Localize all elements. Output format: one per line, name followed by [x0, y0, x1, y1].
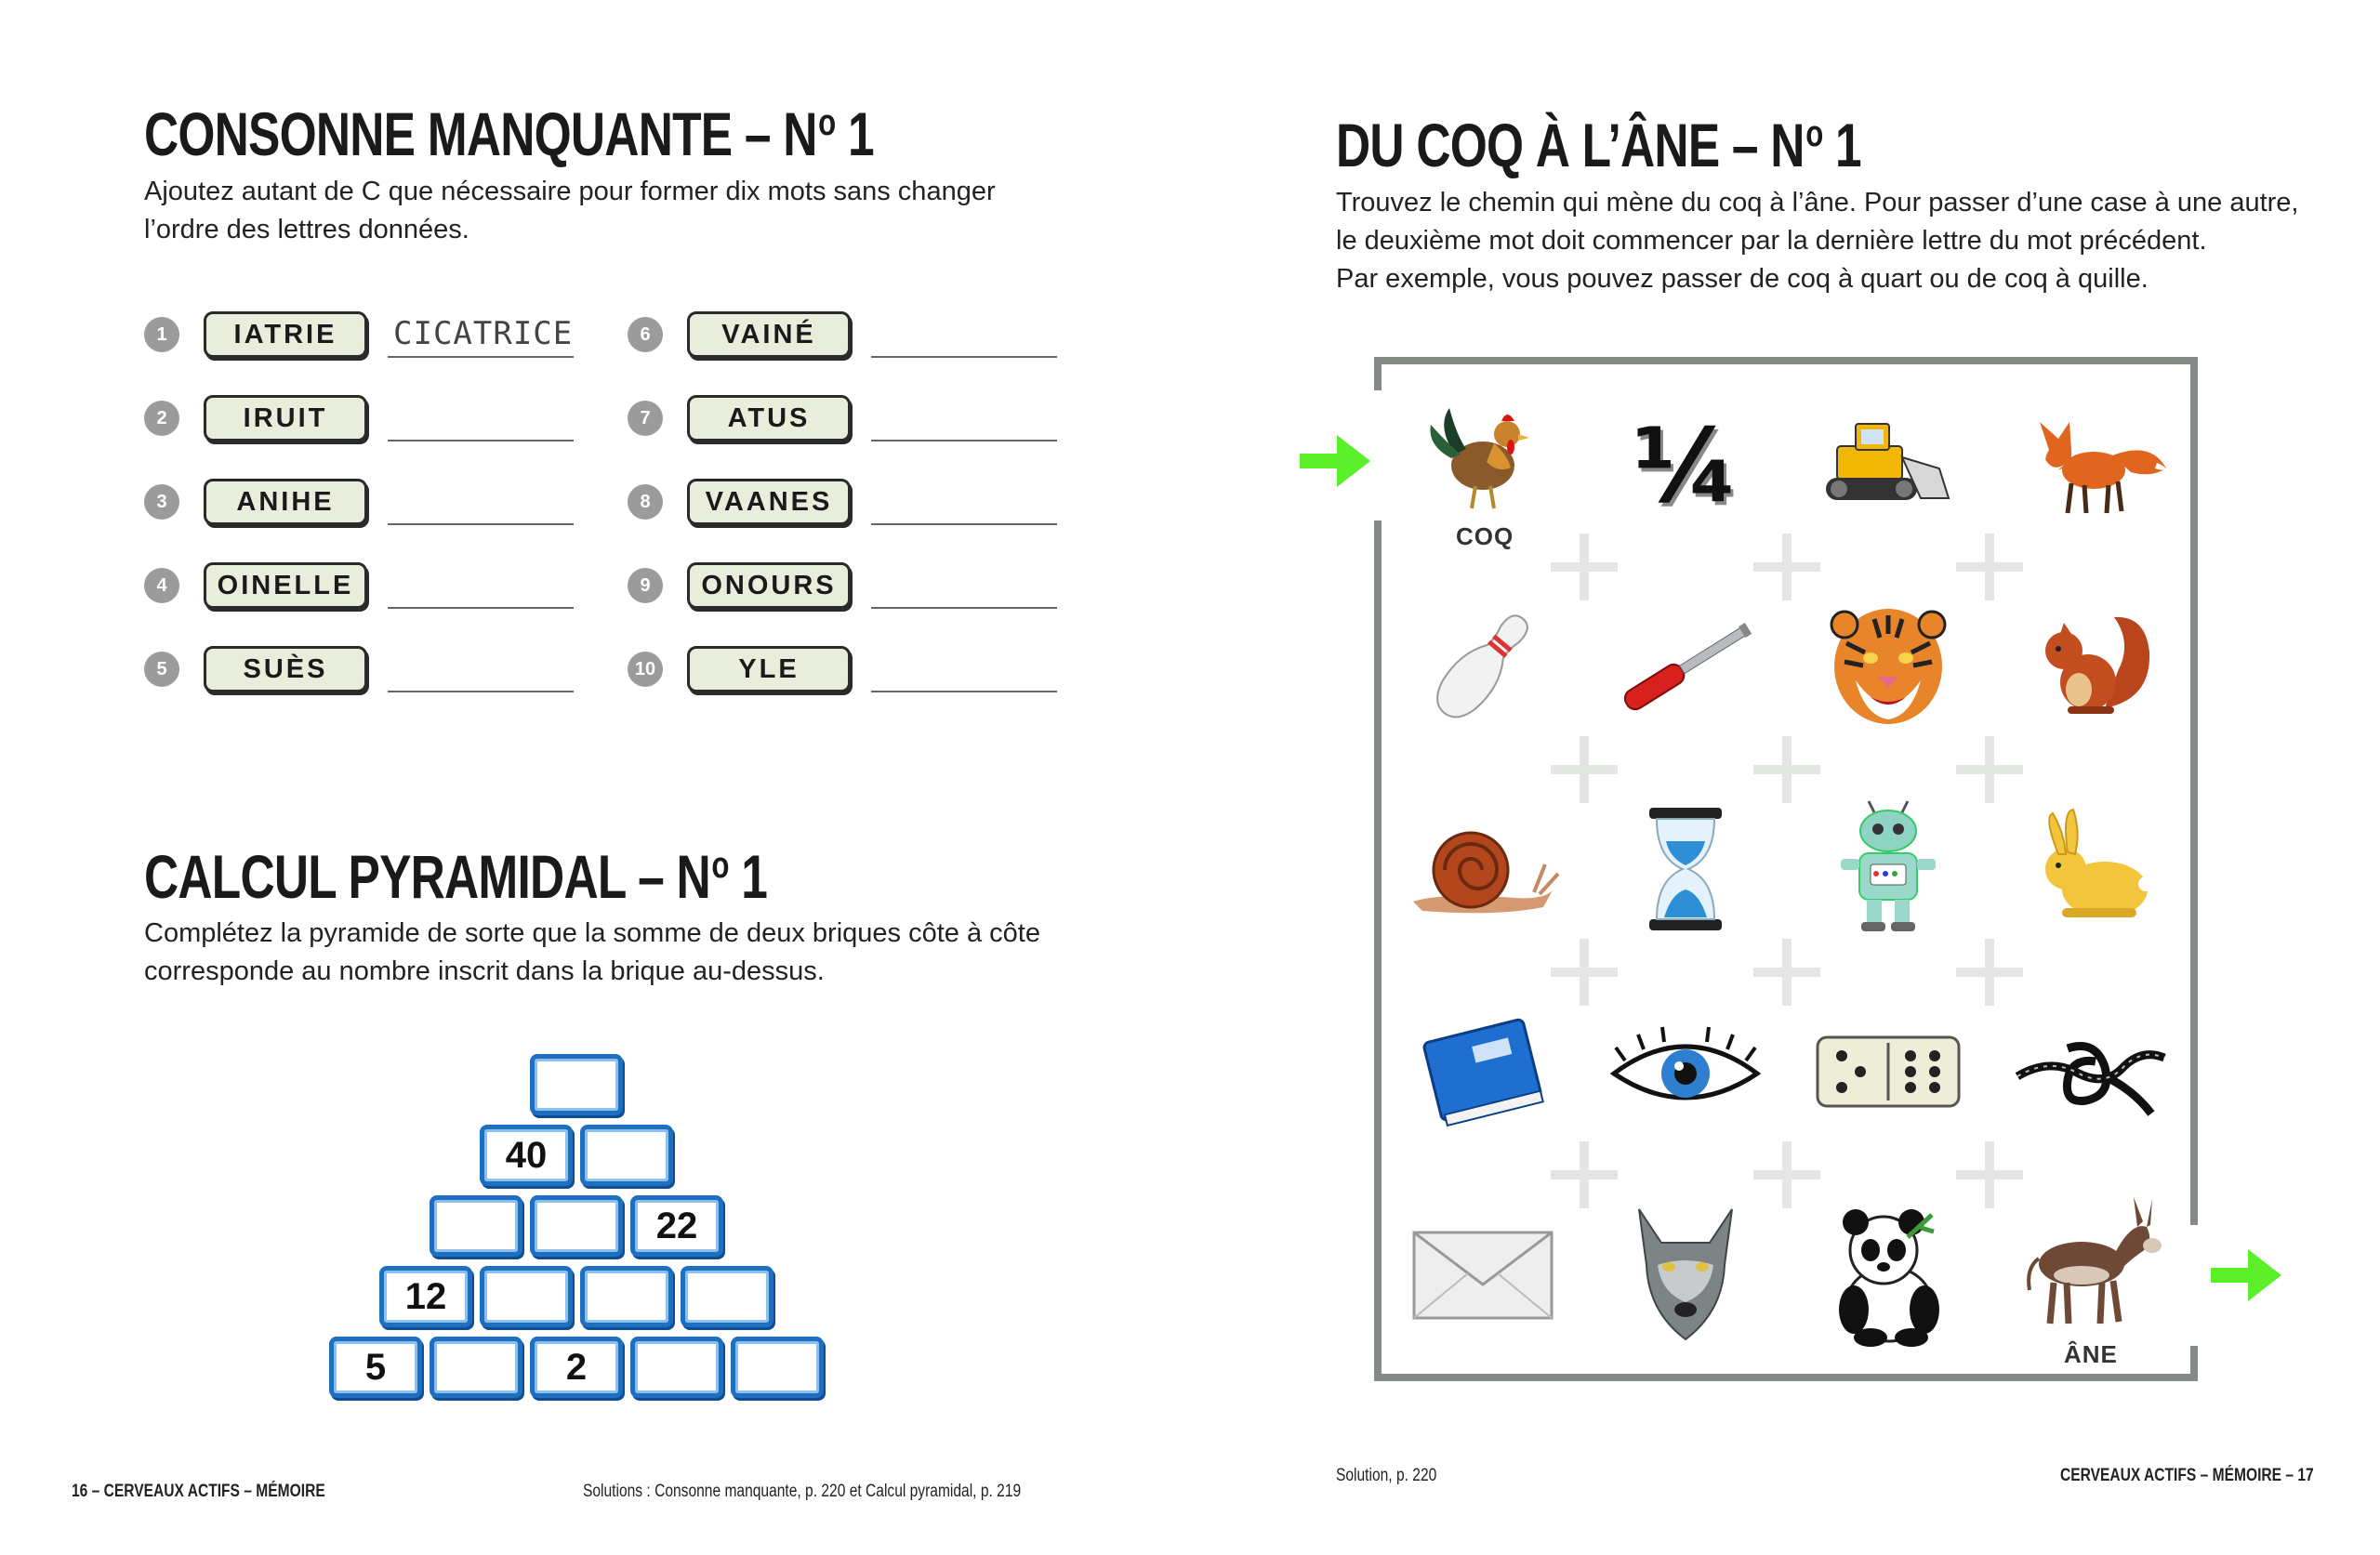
letter-set-pill: VAINÉ — [687, 311, 851, 358]
item-number: 3 — [144, 484, 179, 520]
panda-icon — [1828, 1200, 1949, 1353]
eye-icon — [1606, 1025, 1765, 1123]
pyramid-brick: 12 — [379, 1266, 472, 1327]
snail-icon — [1404, 809, 1562, 934]
letter-set-pill: ATUS — [687, 395, 851, 441]
letter-set-pill: ONOURS — [687, 562, 851, 609]
grid-cell[interactable] — [1787, 567, 1990, 770]
word-path-grid — [1374, 357, 2198, 1381]
pyramid-brick[interactable] — [580, 1125, 673, 1186]
letter-set-pill: IATRIE — [204, 311, 367, 358]
hourglass-icon — [1644, 804, 1727, 939]
item-number: 9 — [628, 568, 663, 603]
grid-cell[interactable] — [1382, 770, 1584, 972]
pyramid-brick[interactable] — [731, 1337, 824, 1398]
pyramid-brick[interactable] — [530, 1195, 623, 1257]
tiger-icon — [1818, 597, 1958, 741]
answer-field[interactable] — [871, 523, 1057, 525]
pyramide-instructions: Complétez la pyramide de sorte que la somme de deux briques côte à côte corresponde au nombre inscrit dans la brique au-dessus. — [144, 918, 1040, 986]
letter-set-pill: VAANES — [687, 479, 851, 525]
grid-cell[interactable] — [1787, 972, 1990, 1175]
answer-field[interactable] — [871, 356, 1057, 358]
rooster-icon — [1418, 389, 1548, 524]
footer-page-left: 16 – CERVEAUX ACTIFS – MÉMOIRE — [72, 1482, 325, 1501]
pyramid-brick[interactable] — [530, 1054, 623, 1115]
end-arrow-icon — [2211, 1245, 2285, 1305]
grid-cell[interactable] — [1382, 567, 1584, 770]
knot-icon — [2012, 1021, 2170, 1127]
wolf-icon — [1620, 1200, 1751, 1353]
start-label: COQ — [1456, 522, 1514, 550]
pyramid-brick[interactable] — [681, 1266, 774, 1327]
item-number: 4 — [144, 568, 179, 603]
answer-text: CICATRICE — [393, 315, 574, 352]
coq-ane-title: DU COQ À L’ÂNE – $N^o$ 1 — [1336, 111, 1861, 179]
grid-cell[interactable] — [1584, 364, 1787, 567]
answer-field[interactable] — [388, 440, 574, 441]
domino-icon — [1814, 1030, 1963, 1118]
answer-field[interactable] — [871, 607, 1057, 609]
footer-solutions-left: Solutions : Consonne manquante, p. 220 et Calcul pyramidal, p. 219 — [583, 1482, 1022, 1501]
grid-cell[interactable] — [1382, 972, 1584, 1175]
pyramid-brick[interactable] — [430, 1195, 522, 1257]
letter-set-pill: YLE — [687, 646, 851, 692]
grid-cell[interactable] — [1584, 1175, 1787, 1377]
envelope-icon — [1408, 1223, 1557, 1330]
coq-ane-instructions: Trouvez le chemin qui mène du coq à l’âne. Pour passer d’une case à une autre, le deuxième mot doit commencer par la dernière lettre du mot précédent. Par exemple, vous pouvez passer de coq à quart ou de coq à quille. — [1336, 188, 2299, 294]
letter-set-pill: IRUIT — [204, 395, 367, 441]
grid-cell[interactable] — [1990, 770, 2192, 972]
answer-field[interactable] — [388, 356, 574, 358]
start-arrow-icon — [1300, 431, 1374, 491]
letter-set-pill: ANIHE — [204, 479, 367, 525]
pyramid-brick: 40 — [480, 1125, 573, 1186]
grid-cell[interactable] — [1787, 1175, 1990, 1377]
bulldozer-icon — [1809, 413, 1967, 520]
letter-set-pill: SUÈS — [204, 646, 367, 692]
footer-page-right: CERVEAUX ACTIFS – MÉMOIRE – 17 — [2060, 1466, 2314, 1485]
item-number: 8 — [628, 484, 663, 520]
item-number: 1 — [144, 317, 179, 352]
pyramid-brick[interactable] — [480, 1266, 573, 1327]
answer-field[interactable] — [388, 607, 574, 609]
grid-cell[interactable] — [1584, 567, 1787, 770]
pyramid-brick[interactable] — [580, 1266, 673, 1327]
screwdriver-icon — [1606, 611, 1765, 727]
donkey-icon — [2016, 1193, 2165, 1338]
pyramid-brick[interactable] — [630, 1337, 723, 1398]
quarter-fraction-icon: ¼ — [1633, 406, 1739, 525]
answer-field[interactable] — [388, 523, 574, 525]
item-number: 7 — [628, 401, 663, 436]
rabbit-icon — [2021, 804, 2161, 939]
bowling-pin-icon — [1413, 597, 1553, 741]
fox-icon — [2012, 403, 2170, 529]
letter-set-pill: OINELLE — [204, 562, 367, 609]
pyramide-title: CALCUL PYRAMIDAL – $N^o$ 1 — [144, 842, 768, 911]
answer-field[interactable] — [871, 691, 1057, 692]
item-number: 10 — [628, 652, 663, 687]
squirrel-icon — [2021, 597, 2161, 741]
grid-cell[interactable] — [1990, 364, 2192, 567]
item-number: 5 — [144, 652, 179, 687]
footer-solution-right: Solution, p. 220 — [1336, 1466, 1437, 1485]
item-number: 2 — [144, 401, 179, 436]
pyramid-brick: 22 — [630, 1195, 723, 1257]
grid-cell[interactable] — [1990, 972, 2192, 1175]
pyramid-brick: 2 — [530, 1337, 623, 1398]
end-label: ÂNE — [2064, 1340, 2118, 1368]
grid-cell[interactable] — [1584, 972, 1787, 1175]
robot-icon — [1828, 799, 1949, 943]
grid-cell[interactable] — [1787, 770, 1990, 972]
consonne-instructions: Ajoutez autant de C que nécessaire pour former dix mots sans changer l’ordre des lettres données. — [144, 177, 996, 244]
grid-cell[interactable] — [1787, 364, 1990, 567]
grid-cell[interactable] — [1990, 567, 2192, 770]
consonne-title: CONSONNE MANQUANTE – $N^o$ 1 — [144, 99, 874, 168]
item-number: 6 — [628, 317, 663, 352]
answer-field[interactable] — [871, 440, 1057, 441]
pyramid-brick: 5 — [329, 1337, 422, 1398]
grid-cell[interactable] — [1584, 770, 1787, 972]
grid-cell[interactable] — [1382, 1175, 1584, 1377]
book-icon — [1413, 1011, 1553, 1137]
answer-field[interactable] — [388, 691, 574, 692]
pyramid-brick[interactable] — [430, 1337, 522, 1398]
